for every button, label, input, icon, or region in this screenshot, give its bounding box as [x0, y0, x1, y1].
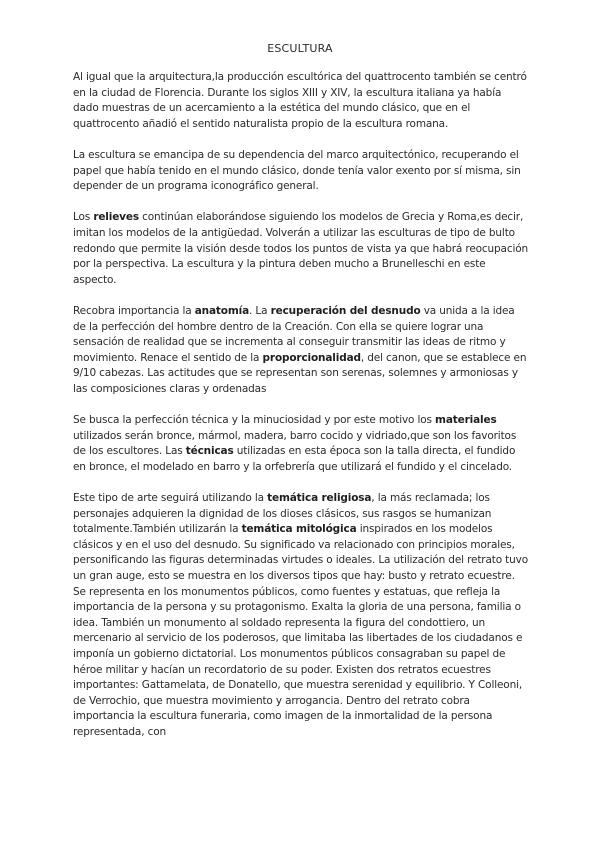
paragraph — [73, 413, 529, 475]
text-run: inspirados en los modelos clásicos y en el uso del desnudo. Su significado va relacionado con principios morales, personificando las figuras determinadas virtudes o ideales. La utilización del retrato tuvo un gran auge, esto se muestra en los diversos tipos que hay: busto y retrato ecuestre. Se representa en los monumentos públicos, como fuentes y estatuas, que refleja la importancia de la persona y su protagonismo. Exalta la gloria de una persona, familia o idea. También un monumento al soldado representa la figura del condottiero, un mercenario al servicio de los poderosos, que limitaba las libertades de los ciudadanos e imponía un gobierno dictatorial. Los monumentos públicos consagraban su papel de héroe militar y hacían un recordatorio de su poder. Existen dos retratos ecuestres importantes: Gattamelata, de Donatello, que muestra serenidad y equilibrio. Y Colleoni, de Verrochio, que muestra movimiento y arrogancia. Dentro del retrato cobra importancia la escultura funeraria, como imagen de la inmortalidad de la persona representada, con — [73, 523, 528, 738]
bold-term: técnicas — [185, 445, 234, 458]
text-run: . La — [249, 304, 271, 317]
bold-term: temática religiosa — [267, 492, 372, 505]
document-body — [73, 70, 529, 756]
paragraph — [73, 210, 529, 288]
paragraph — [73, 148, 529, 195]
text-run: continúan elaborándose siguiendo los modelos de Grecia y Roma,es decir, imitan los modelos de la antigüedad. Volverán a utilizar las esculturas de tipo de bulto redondo que permite la visión desde todos los puntos de vista ya que habrá reocupación por la perspectiva. La escultura y la pintura deben mucho a Brunelleschi en este aspecto. — [73, 211, 529, 286]
bold-term: anatomía — [194, 304, 250, 317]
bold-term: temática mitológica — [241, 523, 357, 536]
bold-term: relieves — [93, 211, 139, 224]
text-run: utilizadas en esta época son la talla directa, el fundido en bronce, el modelado en barro y la orfebrería que utilizará el fundido y el cincelado. — [73, 445, 516, 473]
bold-term: proporcionalidad — [262, 351, 361, 364]
text-run: La escultura se emancipa de su dependencia del marco arquitectónico, recuperando el papel que había tenido en el mundo clásico, donde tenía valor exento por sí misma, sin depender de un programa iconográfico general. — [73, 148, 521, 193]
text-run: utilizados serán bronce, mármol, madera, barro cocido y vidriado,que son los favoritos de los escultores. Las — [73, 429, 517, 458]
text-run: Este tipo de arte seguirá utilizando la — [73, 492, 268, 505]
text-run: Los — [73, 211, 94, 224]
text-run: va unida a la idea de la perfección del hombre dentro de la Creación. Con ella se quiere lograr una sensación de realidad que se incrementa al conseguir transmitir las ideas de ritmo y movimiento. Renace el sentido de la — [73, 304, 515, 364]
text-run: Al igual que la arquitectura,la producción escultórica del quattrocento también se centró en la ciudad de Florencia. Durante los siglos XIII y XIV, la escultura italiana ya había dado muestras de un acercamiento a la estética del mundo clásico, que en el quattrocento añadió el sentido naturalista propio de la escultura romana. — [73, 71, 527, 130]
text-run: Se busca la perfección técnica y la minuciosidad y por este motivo los — [73, 414, 436, 427]
bold-term: recuperación del desnudo — [270, 304, 421, 317]
text-run: , del canon, que se establece en 9/10 cabezas. Las actitudes que se representan son serenas, solemnes y armoniosas y las composiciones claras y ordenadas — [73, 351, 527, 395]
paragraph — [73, 491, 529, 741]
page-title: ESCULTURA — [267, 42, 333, 55]
paragraph — [73, 304, 529, 398]
text-run: Recobra importancia la — [73, 304, 195, 317]
text-run: , la más reclamada; los personajes adquieren la dignidad de los dioses clásicos, sus rasgos se humanizan totalmente.También utilizarán la — [73, 492, 492, 536]
paragraph — [73, 70, 529, 132]
bold-term: materiales — [435, 414, 497, 427]
